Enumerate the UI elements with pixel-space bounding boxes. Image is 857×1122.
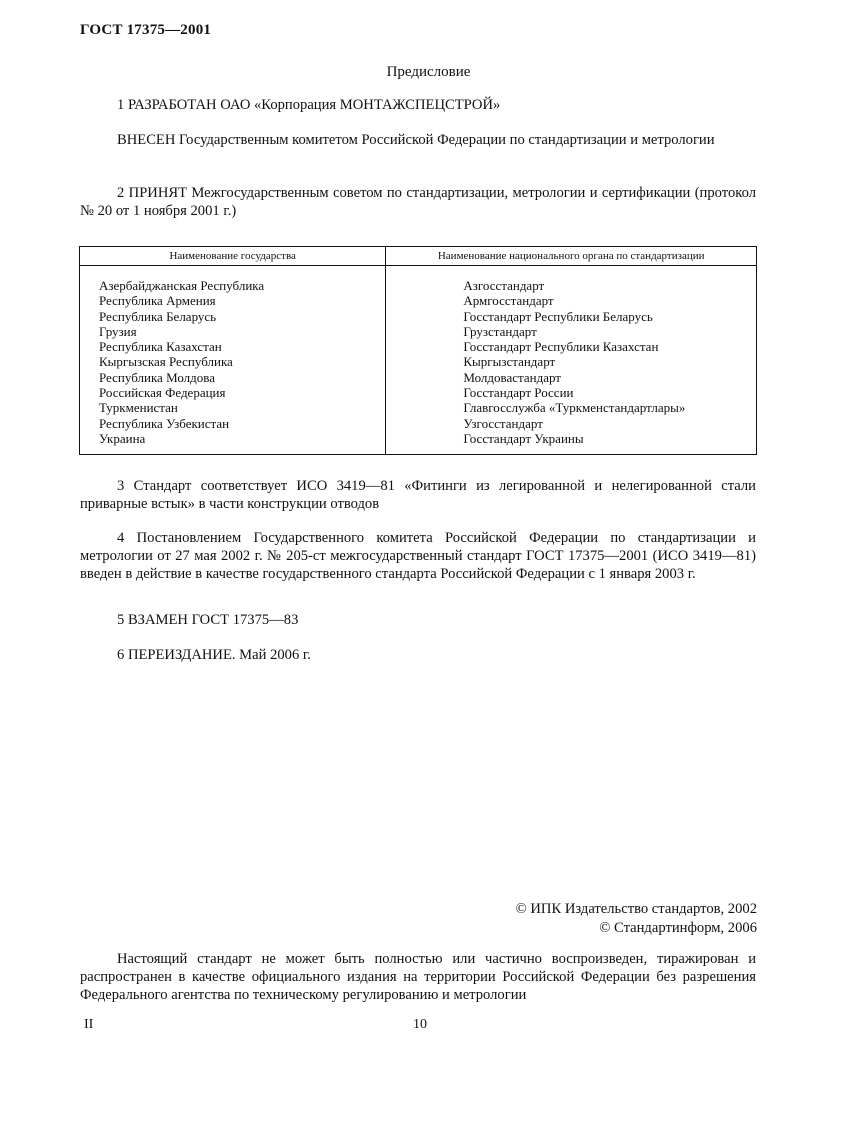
organ-name: Азгосстандарт	[463, 278, 545, 293]
state-name: Российская Федерация	[99, 385, 226, 401]
paragraph-introduced-by: ВНЕСЕН Государственным комитетом Российской Федерации по стандартизации и метрологии	[117, 132, 715, 148]
states-table	[79, 246, 757, 455]
table-header-row	[80, 247, 757, 266]
copyright-block	[516, 900, 757, 938]
header-state-name: Наименование государства	[80, 247, 386, 266]
state-name: Кыргызская Республика	[99, 354, 233, 370]
table-row	[80, 266, 757, 455]
organ-name: Госстандарт Республики Беларусь	[463, 308, 653, 324]
state-name: Грузия	[99, 323, 137, 339]
paragraph-enactment: 4 Постановлением Государственного комитета Российской Федерации по стандартизации и метрологии от 27 мая 2002 г. № 205-ст межгосударственный стандарт ГОСТ 17375—2001 (ИСО 3419—81) введен в действие в качестве государственного стандарта Российской Федерации с 1 января 2003 г.	[80, 530, 756, 582]
state-name: Республика Узбекистан	[99, 415, 230, 431]
organ-name: Молдовастандарт	[463, 369, 561, 385]
paragraph-reissue: 6 ПЕРЕИЗДАНИЕ. Май 2006 г.	[117, 647, 311, 663]
paragraph-adopted-by: 2 ПРИНЯТ Межгосударственным советом по стандартизации, метрологии и сертификации (протокол № 20 от 1 ноября 2001 г.)	[80, 185, 756, 219]
state-name: Республика Армения	[99, 293, 216, 309]
organ-name: Главгосслужба «Туркменстандартлары»	[463, 400, 686, 416]
organ-name: Госстандарт Украины	[463, 430, 584, 446]
paragraph-replaces: 5 ВЗАМЕН ГОСТ 17375—83	[117, 612, 299, 628]
reproduction-notice: Настоящий стандарт не может быть полностью или частично воспроизведен, тиражирован и распространен в качестве официального издания на территории Российской Федерации без разрешения Федерального агентства по техническому регулированию и метрологии	[80, 951, 756, 1003]
header-organ-name: Наименование национального органа по стандартизации	[386, 247, 757, 266]
states-column	[80, 266, 386, 455]
organ-name: Кыргызстандарт	[463, 354, 556, 370]
state-name: Украина	[99, 430, 146, 446]
organ-name: Госстандарт Республики Казахстан	[463, 339, 659, 355]
organ-name: Грузстандарт	[463, 323, 537, 339]
organ-name: Узгосстандарт	[463, 415, 543, 431]
copyright-line-2: © Стандартинформ, 2006	[599, 920, 757, 936]
page-title: Предисловие	[386, 64, 471, 80]
organ-name: Армгосстандарт	[463, 293, 554, 309]
state-name: Республика Казахстан	[99, 339, 222, 355]
page-number: 10	[413, 1017, 427, 1032]
organ-name: Госстандарт России	[463, 385, 574, 401]
state-name: Туркменистан	[99, 400, 178, 416]
organs-column	[386, 266, 757, 455]
state-name: Республика Беларусь	[99, 308, 217, 324]
paragraph-iso-correspondence: 3 Стандарт соответствует ИСО 3419—81 «Фитинги из легированной и нелегированной стали приварные встык» в части конструкции отводов	[80, 478, 756, 512]
copyright-line-1: © ИПК Издательство стандартов, 2002	[515, 901, 757, 917]
page-roman-numeral: II	[84, 1017, 94, 1032]
state-name: Республика Молдова	[99, 369, 215, 385]
paragraph-developed-by: 1 РАЗРАБОТАН ОАО «Корпорация МОНТАЖСПЕЦСТРОЙ»	[117, 97, 501, 113]
document-header: ГОСТ 17375—2001	[80, 22, 212, 38]
state-name: Азербайджанская Республика	[99, 278, 265, 293]
